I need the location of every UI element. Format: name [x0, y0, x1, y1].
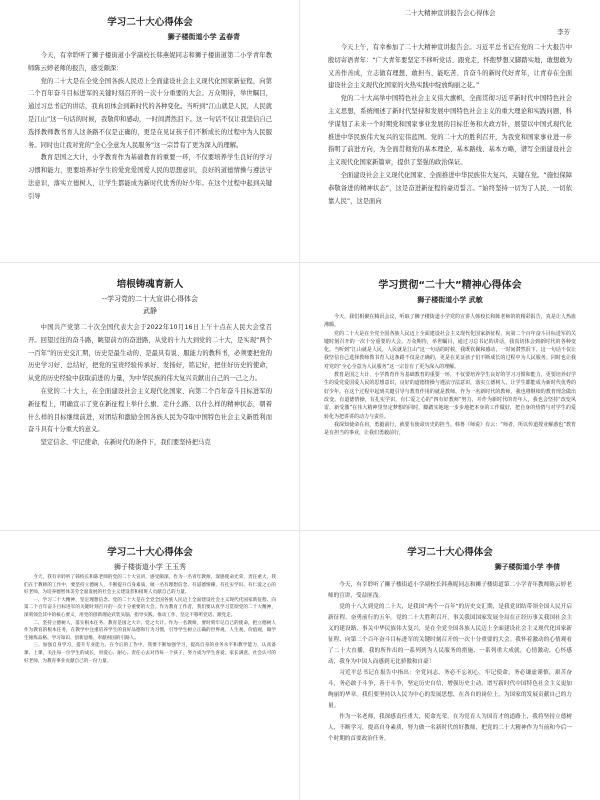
page-3-paragraph: 在党的二十大上，在全面建设社会主义现代化国家、向第二个百年奋斗目标进军的新征程上，明确宣示了党在新征程上举什么旗、走什么路、以什么样的精神状态，朝着什么样的目标继续前进，对团结和激励全国各族人民为夺取中国特色社会主义新胜利而奋斗具有十分重大的意义。 [28, 387, 272, 434]
page-3-title: 培根铸魂育新人 [116, 279, 184, 290]
page-5-paragraph: 二、坚持立德树人，落实根本任务。教育是国之大计、党之大计。作为一名教师，要时刻牢记自己的使命，把立德树人作为教育的根本任务，在教学中注重培养学生的良好品德和行为习惯，引导学生树立正确的世界观、人生观、价值观，做学生锤炼品格、学习知识、创新思维、奉献祖国的引路人。 [24, 620, 276, 641]
page-6-paragraph: 党的十八大到党的二十大，是我国“两个一百年”的历史交汇期，是我党团结带领全国人民开启新征程、奋勇前行的五年。党的二十大胜利召开，事关我国国家发展全局在正经历事关我国社会主义的建设路，事关中华民族伟大复兴，是在全党全国各族人民迈上全面建设社会主义现代化国家新征程、向第二个百年奋斗目标进军的关键时刻召开的一次十分重要的大会。我怀着激动的心情观看了二十大直播，我的所作出的一系列列为人民服务的措施、一系列重大成就，心情激动，心怀感动，我身为中国人而感到无比骄傲和自豪！ [328, 604, 572, 665]
page-divider-vertical [299, 0, 300, 800]
page-6-paragraph: 习近平总书记在报告中指出：全党同志，务必不忘初心，牢记使命，务必谦虚谨慎，艰苦奋斗，务必敢于斗争，善于斗争，坚定历史自信，增强历史主动，谱写新时代中国特色社会主义更加绚丽的华章。我们要坚持以人民为中心的发展思想，在各自的岗位上，为国家的发展贡献自己的力量。 [328, 670, 572, 709]
page-2-header: 二十大精神宣讲报告会心得体会 [404, 9, 496, 17]
page-1-title: 学习二十大心得体会 [107, 17, 193, 28]
page-divider-horizontal [0, 262, 600, 263]
page-5-paragraph: 今天，我有幸聆听了韩校长和陈老师的党的二十大宣讲，感受颇深。作为一名青年教师，深感使命光荣、责任重大，我们在于教师的工作中，要坚持立德树人，不断提升自身素质，做一名有理想信念、有道德情操、有扎实学识、有仁爱之心的好老师，为培养德智体美劳全面发展的社会主义建设者和接班人贡献自己的力量。 [24, 575, 276, 596]
page-6-paragraph: 作为一名老师，我深感责任重大，使命光荣。在为党育人为国育才的道路上，我将坚持立德树人，不断学习，提高自身素质，努力做一名新时代的好教师，把党的二十大精神作为当前和今后一个时期的首要政治任务。 [328, 714, 572, 742]
page-divider-horizontal [0, 530, 600, 531]
page-3-subtitle: --学习党的二十大宣讲心得体会 [101, 295, 199, 303]
document-page-2 [300, 0, 600, 262]
document-page-3 [0, 262, 300, 530]
page-4-body [300, 313, 600, 437]
page-2-paragraph: 全面建设社会主义现代化国家、全面推进中华民族伟大复兴，关键在党。“施恒保障恭敬备进的精神状态”，这是奋进新征程的豪迈誓言。“始终坚持一切为了人民、一切依靠人民”，这是面向 [328, 171, 572, 205]
page-4-title: 学习贯彻“二十大”精神心得体会 [378, 280, 522, 291]
page-4-paragraph: 教育是国之大计，小学教育作为基础教育的重要一环，不仅要培养学生良好的学习习惯和能力，更要培养好学生的爱党爱国爱人民的思想意识，良好的道德情操与遵法守法意识，落实立德树人，让学生都能成为新时代优秀的好少年。在这个过程中起到关键引导与教育作用的就是教师。作为一名新时代的教师，我也将继续的教育理念做出改变。有道德情操，有扎实学识，有仁爱之心的“四有好教师”努力，并作为新时代的青年人，我也会坚持“改变风雷，新受激”在伟大精神里坚定梦想的同时，脚踏实地地一步步地把本身的工作做好，把自身的热情与对学生的爱转化为把讲讲的动力与责任。 [324, 372, 576, 420]
page-6-title: 学习二十大心得体会 [407, 547, 493, 558]
page-5-author: 狮子楼街道小学 王玉秀 [113, 563, 187, 571]
page-6-author: 狮子楼街道小学 李倩 [494, 563, 560, 571]
page-2-body [300, 42, 600, 208]
page-1-author: 狮子楼街道小学 孟春青 [167, 33, 240, 41]
page-2-author: 李芳 [557, 28, 570, 36]
document-page-6 [300, 530, 600, 800]
page-5-paragraph: 三、加强自身学习，提升专业能力。在今后的工作中，我要不断加强学习，提高自身的业务水平和教学能力，认真备课、上课，关注每一位学生的成长，用爱心、耐心、责任心去对待每一个孩子，努力成为学生喜爱、家长满意、社会认可的好老师，为教育事业贡献自己的一份力量。 [24, 643, 276, 664]
page-5-title: 学习二十大心得体会 [107, 547, 193, 558]
page-1-paragraph: 今天，有幸聆听了狮子楼街道小学副校长韩燕妮同志和狮子楼街道第二小学青年教师陈云婷老师的报告，感受颇深： [28, 52, 272, 72]
page-3-paragraph: 中国共产党第二十次全国代表大会于2022年10月16日上午十点在人民大会堂召开。回望过往的奋斗路，眺望前方的奋进路，从党的十九大到党的二十大，是实现“两个一百年”的历史交汇期，历史是最生动的、是最具有说、服能力的教科书，必须要把党的历史学习好、总结好，把党的宝贵经验传承好、发扬好，铭记好，把住好历史的使命，从党的历史经验中获取前进的力量，为中华民族的伟大复兴贡献出自己的一己之力。 [28, 324, 272, 383]
document-page-1 [0, 0, 300, 262]
page-4-paragraph: 党的二十大是在全党全国各族人民迈上全面建设社会主义现代化国家新征程，向第二个百年奋斗目标进军的关键时刻召开的一次十分重要的大会。万众期待，举世瞩目，通过习总书记的讲话，我真切体会到新时代的各种变化。当听到“江山就是人民，人民就是江山”这一句话的时候，我既钦佩和感动，一时间潸然泪下。这一句话不仅让我坚信自己选择教师教书育人这条路不仅是正确的，更是在见证孩子们不断成长的过程中为人民服务。同时也让我对党的“全心全意为人民服务”这一宗旨有了更为深入的理解。 [324, 330, 576, 370]
page-3-author: 武静 [143, 307, 157, 315]
page-1-paragraph: 教育是国之大计，小学教育作为基础教育的重要一环，不仅要培养学生良好的学习习惯和能力，更要培养好学生的爱党爱国爱人民的思想意识，良好的道德情操与遵法守法意识，落实立德树人，让学生都能成为新时代优秀的好少年。在这个过程中起到关键引导 [28, 154, 272, 200]
page-6-body [300, 580, 600, 745]
page-3-paragraph: 坚定信念、牢记使命，在新时代的条件下，我们要坚持把马克 [40, 439, 211, 447]
document-page-5 [0, 530, 300, 800]
page-5-paragraph: 一、学习二十大精神，坚定理想信念。党的二十大是在全党全国各族人民迈上全面建设社会主义现代化国家新征程、向第二个百年奋斗目标进军的关键时刻召开的一次十分重要的大会。作为教育工作者，我们要认真学习贯彻党的二十大精神，深刻领会其中的核心要义，用党的创新理论武装头脑、指导实践、推动工作，坚定不移听党话、跟党走。 [24, 597, 276, 618]
page-2-paragraph: 今天上午，有幸参加了二十大精神宣讲报告会。习近平总书记在党的二十大报告中殷切寄语青年：“广大青年要坚定不移听党话、跟党走，怀抱梦想又脚踏实地，敢想敢为又善作善成，立志做有理想、敢担当、能吃苦、肯奋斗的新时代好青年，让青春在全面建设社会主义现代化国家的火热实践中绽放绚丽之花。” [328, 44, 572, 90]
page-4-paragraph: 今天，我们相聚在腾讯会议，听取了狮子楼街道小学党的宣讲人韩校长和陈老师的的精彩报告，真是让人热血沸腾。 [324, 314, 576, 329]
document-page-4 [300, 262, 600, 530]
page-6-paragraph: 今天，有幸聆听了狮子楼街道小学副校长韩燕妮同志和狮子楼街道第二小学青年教师陈云婷老师的宣讲，受益匪浅。 [328, 582, 572, 599]
page-4-author: 狮子楼街道小学 武敏 [417, 296, 483, 304]
page-4-paragraph: 我深知使命在肩，勇毅前行，就要有使命历史的担当。韩鲁《师说》有云：“师者，所以传道授业解惑也”教育是有担当的事业，让我们勇毅前行， [324, 421, 576, 437]
page-1-paragraph: 党的二十大是在全党全国各族人民迈上全面建设社会主义现代化国家新征程，向第二个百年奋斗目标进军的关键时刻召开的一次十分重要的大会。万众期待，举世瞩目，通过习总书记的讲话，我真切体会到新时代的各种变化。当听到“江山就是人民，人民就是江山”这一句话的时候，我敬仰和感动，一时间潸然泪下。这一句话不仅让我坚信自己选择教师教书育人这条路不仅是正确的，更是在见证孩子们不断成长的过程中为人民服务。同时也让我对党的“全心全意为人民服务”这一宗旨有了更为深入的理解。 [28, 77, 272, 149]
page-5-body [0, 574, 300, 665]
page-2-paragraph: 党的二十大高举中国特色社会主义伟大旗帜，全面贯彻习近平新时代中国特色社会主义思想，系统阐述了新时代坚持和发展中国特色社会主义的重大理论和实践问题，科学谋划了未来一个时期党和国家事业发展的目标任务和大政方针，展望以中国式现代化推进中华民族伟大复兴的宏伟蓝图。党的二十大的胜利召开，为我党和国家事业进一步指明了前进方向，为全面贯彻党的基本理论、基本路线、基本方略，谱写全面建设社会主义现代化国家新篇章，提供了坚强的政治保证。 [328, 95, 572, 167]
page-3-body [0, 322, 300, 450]
page-1-body [0, 50, 300, 204]
